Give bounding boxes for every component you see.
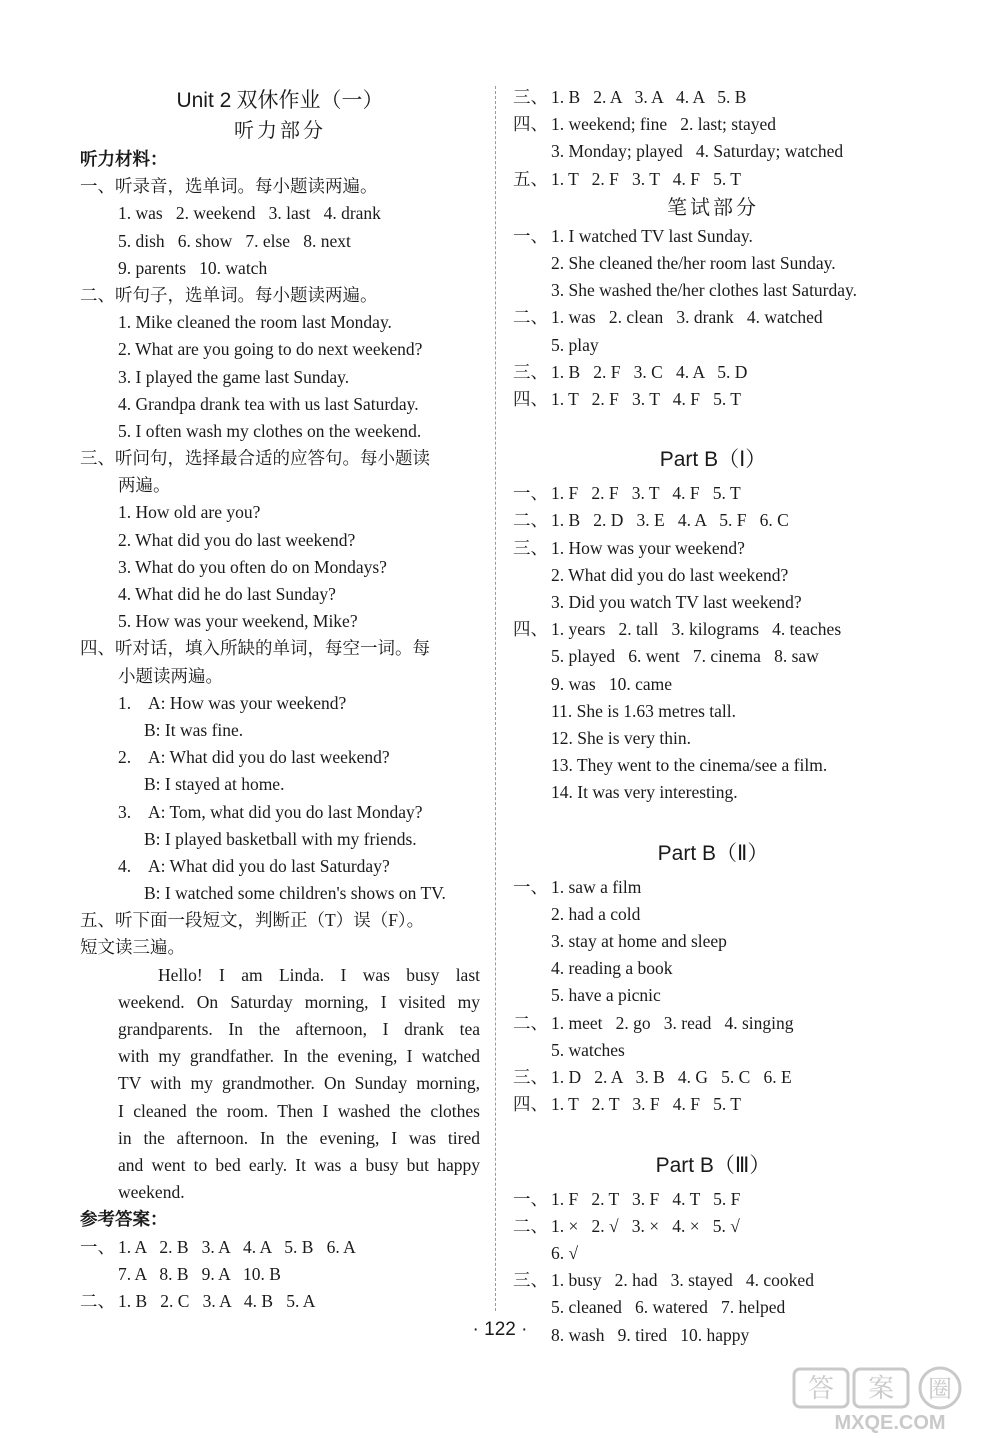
passage-line: with my grandfather. In the evening, I watched bbox=[118, 1046, 480, 1067]
answer-section-number: 四、 bbox=[513, 619, 548, 640]
svg-text:圈: 圈 bbox=[928, 1375, 952, 1403]
title-unit: Unit 2 bbox=[176, 89, 232, 112]
page-title bbox=[80, 84, 480, 116]
answer-row bbox=[513, 480, 913, 507]
answer-row bbox=[80, 1288, 480, 1315]
answer-text: 13. They went to the cinema/see a film. bbox=[551, 755, 828, 776]
answer-row bbox=[513, 507, 913, 534]
answer-text: 5. cleaned 6. watered 7. helped bbox=[551, 1297, 786, 1318]
answer-text: 12. She is very thin. bbox=[551, 727, 691, 748]
section-5-heading: 五、听下面一段短文，判断正（T）误（F）。 bbox=[80, 910, 425, 931]
item-number: 3. bbox=[118, 801, 132, 822]
list-item: 1. Mike cleaned the room last Monday. bbox=[118, 312, 392, 333]
answer-text: 8. wash 9. tired 10. happy bbox=[551, 1324, 750, 1345]
answer-text: 1. B 2. F 3. C 4. A 5. D bbox=[551, 361, 748, 382]
answer-row bbox=[513, 1294, 913, 1321]
list-item: 2. What did you do last weekend? bbox=[118, 529, 356, 550]
list-item: 5. dish 6. show 7. else 8. next bbox=[118, 230, 351, 251]
dialogue-a: A: What did you do last weekend? bbox=[148, 747, 390, 768]
passage-line: grandparents. In the afternoon, I drank tea bbox=[118, 1019, 480, 1039]
answer-text: 1. How was your weekend? bbox=[551, 537, 745, 558]
answer-row bbox=[80, 1234, 480, 1261]
answer-section-number: 二、 bbox=[513, 307, 548, 328]
passage-line: weekend. On Saturday morning, I visited my bbox=[118, 991, 480, 1012]
answer-row bbox=[513, 1213, 913, 1240]
answer-section-number: 三、 bbox=[513, 361, 548, 382]
answer-text: 2. She cleaned the/her room last Sunday. bbox=[551, 252, 836, 273]
answer-section-number: 一、 bbox=[513, 225, 548, 246]
dialogue-a: A: How was your weekend? bbox=[148, 692, 347, 713]
answer-text: 1. meet 2. go 3. read 4. singing bbox=[551, 1012, 794, 1033]
svg-text:案: 案 bbox=[867, 1374, 895, 1404]
dialogue-line bbox=[80, 690, 480, 717]
answer-section-number: 二、 bbox=[80, 1290, 115, 1311]
answer-section-number: 三、 bbox=[513, 1067, 548, 1087]
answer-row bbox=[513, 698, 913, 725]
answer-row bbox=[513, 223, 913, 250]
section-2-heading: 二、听句子，选单词。每小题读两遍。 bbox=[80, 284, 378, 305]
answer-row bbox=[513, 752, 913, 779]
answer-section-number: 一、 bbox=[80, 1236, 115, 1257]
answer-row bbox=[513, 1064, 913, 1091]
answer-section-number: 一、 bbox=[513, 876, 548, 897]
dialogue-line bbox=[80, 744, 480, 771]
answer-text: 1. T 2. F 3. T 4. F 5. T bbox=[551, 388, 741, 409]
written-section-title: 笔试部分 bbox=[667, 196, 759, 219]
answer-text: 5. played 6. went 7. cinema 8. saw bbox=[551, 646, 819, 667]
section-3-heading: 三、听问句，选择最合适的应答句。每小题读 bbox=[80, 448, 430, 469]
answer-text: 7. A 8. B 9. A 10. B bbox=[118, 1263, 281, 1284]
answer-section-number: 五、 bbox=[513, 168, 548, 189]
passage-line: TV with my grandmother. On Sunday morning, bbox=[118, 1073, 480, 1094]
section-4-heading: 四、听对话，填入所缺的单词，每空一词。每 bbox=[80, 638, 430, 659]
materials-label: 听力材料： bbox=[80, 149, 168, 169]
dialogue-line bbox=[80, 799, 480, 826]
column-divider bbox=[495, 86, 496, 1311]
answer-section-number: 四、 bbox=[513, 388, 548, 409]
list-item: 9. parents 10. watch bbox=[118, 257, 268, 278]
answer-text: 1. B 2. C 3. A 4. B 5. A bbox=[118, 1290, 316, 1311]
answer-row bbox=[513, 111, 913, 138]
svg-text:答: 答 bbox=[807, 1374, 835, 1404]
answer-row bbox=[513, 725, 913, 752]
item-number: 2. bbox=[118, 747, 132, 768]
answer-text: 5. have a picnic bbox=[551, 985, 661, 1006]
answer-row bbox=[513, 874, 913, 901]
part-b1-title: Part B（Ⅰ） bbox=[659, 448, 767, 472]
answer-row bbox=[513, 1091, 913, 1118]
answer-row bbox=[513, 643, 913, 670]
svg-text:MXQE.COM: MXQE.COM bbox=[834, 1412, 946, 1434]
answer-text: 1. T 2. T 3. F 4. F 5. T bbox=[551, 1094, 741, 1115]
answer-text: 11. She is 1.63 metres tall. bbox=[551, 700, 737, 721]
passage-line: weekend. bbox=[118, 1182, 185, 1203]
answer-row bbox=[513, 982, 913, 1009]
answer-section-number: 一、 bbox=[513, 1188, 548, 1209]
item-number: 1. bbox=[118, 692, 132, 713]
answer-row bbox=[513, 138, 913, 165]
section-1-heading: 一、听录音，选单词。每小题读两遍。 bbox=[80, 176, 378, 197]
answer-row bbox=[513, 304, 913, 331]
list-item: 5. How was your weekend, Mike? bbox=[118, 611, 358, 632]
passage-line: in the afternoon. In the evening, I was tired bbox=[118, 1127, 480, 1148]
list-item: 3. What do you often do on Mondays? bbox=[118, 556, 387, 577]
answer-row bbox=[513, 1186, 913, 1213]
answer-section-number: 二、 bbox=[513, 1012, 548, 1033]
answer-row bbox=[513, 535, 913, 562]
answer-text: 1. I watched TV last Sunday. bbox=[551, 225, 753, 246]
answer-text: 1. B 2. D 3. E 4. A 5. F 6. C bbox=[551, 510, 789, 531]
answer-text: 1. B 2. A 3. A 4. A 5. B bbox=[551, 87, 747, 107]
list-item: 4. What did he do last Sunday? bbox=[118, 584, 336, 604]
answer-text: 3. Monday; played 4. Saturday; watched bbox=[551, 141, 844, 162]
answer-text: 1. A 2. B 3. A 4. A 5. B 6. A bbox=[118, 1236, 356, 1257]
answer-row bbox=[513, 671, 913, 698]
dialogue-line bbox=[80, 853, 480, 880]
answer-section-number: 三、 bbox=[513, 537, 548, 558]
answer-text: 1. was 2. clean 3. drank 4. watched bbox=[551, 307, 823, 328]
answer-row bbox=[513, 901, 913, 928]
list-item: 3. I played the game last Sunday. bbox=[118, 366, 350, 387]
answer-row bbox=[513, 562, 913, 589]
passage-line: and went to bed early. It was a busy but happy bbox=[118, 1154, 480, 1175]
answer-text: 1. F 2. F 3. T 4. F 5. T bbox=[551, 483, 741, 504]
answer-text: 2. had a cold bbox=[551, 903, 641, 924]
answer-row bbox=[513, 359, 913, 386]
answer-text: 1. F 2. T 3. F 4. T 5. F bbox=[551, 1188, 741, 1209]
title-cn: 双休作业（一） bbox=[236, 88, 384, 112]
answer-section-number: 三、 bbox=[513, 87, 548, 107]
answer-text: 3. She washed the/her clothes last Saturday. bbox=[551, 280, 858, 301]
page-number: · 122 · bbox=[472, 1319, 528, 1340]
answer-text: 1. years 2. tall 3. kilograms 4. teaches bbox=[551, 619, 842, 640]
passage-line: I cleaned the room. Then I washed the clothes bbox=[118, 1100, 480, 1121]
answer-section-number: 四、 bbox=[513, 114, 548, 135]
dialogue-line: B: I played basketball with my friends. bbox=[144, 828, 417, 849]
answer-row bbox=[513, 928, 913, 955]
answer-row bbox=[513, 277, 913, 304]
answer-text: 3. stay at home and sleep bbox=[551, 931, 727, 952]
answer-row bbox=[513, 84, 913, 111]
answer-section-number: 四、 bbox=[513, 1094, 548, 1115]
answer-text: 1. weekend; fine 2. last; stayed bbox=[551, 114, 777, 135]
answer-text: 5. watches bbox=[551, 1039, 625, 1060]
list-item: 1. was 2. weekend 3. last 4. drank bbox=[118, 203, 381, 224]
list-item: 5. I often wash my clothes on the weekend. bbox=[118, 420, 422, 441]
answer-row bbox=[513, 166, 913, 193]
dialogue-a: A: What did you do last Saturday? bbox=[148, 855, 390, 876]
answer-text: 1. D 2. A 3. B 4. G 5. C 6. E bbox=[551, 1067, 792, 1087]
section-5-heading-cont: 短文读三遍。 bbox=[80, 937, 185, 958]
dialogue-a: A: Tom, what did you do last Monday? bbox=[148, 801, 423, 822]
watermark-logo bbox=[790, 1365, 990, 1435]
dialogue-line: B: I stayed at home. bbox=[144, 774, 285, 795]
list-item: 4. Grandpa drank tea with us last Saturday. bbox=[118, 393, 419, 414]
answer-section-number: 二、 bbox=[513, 1215, 548, 1236]
answer-row bbox=[513, 616, 913, 643]
section-3-heading-cont: 两遍。 bbox=[118, 475, 171, 496]
answers-label: 参考答案： bbox=[80, 1209, 168, 1230]
listening-section-title: 听力部分 bbox=[234, 120, 326, 142]
answer-row bbox=[513, 1037, 913, 1064]
answer-section-number: 二、 bbox=[513, 510, 548, 531]
answer-row bbox=[513, 386, 913, 413]
answer-text: 4. reading a book bbox=[551, 958, 673, 979]
list-item: 1. How old are you? bbox=[118, 502, 261, 523]
answer-row bbox=[513, 1010, 913, 1037]
item-number: 4. bbox=[118, 855, 132, 876]
answer-section-number: 三、 bbox=[513, 1270, 548, 1291]
answer-row bbox=[80, 1261, 480, 1288]
answer-row bbox=[513, 589, 913, 616]
right-column bbox=[513, 84, 913, 1349]
answer-row bbox=[513, 332, 913, 359]
passage-line: Hello! I am Linda. I was busy last bbox=[158, 964, 480, 985]
answer-text: 1. × 2. √ 3. × 4. × 5. √ bbox=[551, 1215, 740, 1236]
answer-row bbox=[513, 955, 913, 982]
answer-text: 5. play bbox=[551, 334, 599, 355]
answer-row bbox=[513, 1267, 913, 1294]
answer-text: 14. It was very interesting. bbox=[551, 782, 738, 803]
answer-text: 1. saw a film bbox=[551, 876, 642, 897]
answer-text: 1. T 2. F 3. T 4. F 5. T bbox=[551, 168, 741, 189]
answer-row bbox=[513, 779, 913, 806]
answer-text: 2. What did you do last weekend? bbox=[551, 564, 789, 585]
answer-text: 1. busy 2. had 3. stayed 4. cooked bbox=[551, 1270, 814, 1291]
dialogue-line: B: I watched some children's shows on TV. bbox=[144, 883, 446, 904]
answer-row bbox=[513, 250, 913, 277]
section-4-heading-cont: 小题读两遍。 bbox=[118, 665, 223, 686]
answer-text: 9. was 10. came bbox=[551, 673, 673, 694]
part-b2-title: Part B（Ⅱ） bbox=[657, 841, 769, 865]
answer-text: 3. Did you watch TV last weekend? bbox=[551, 592, 802, 612]
part-b3-title: Part B（Ⅲ） bbox=[655, 1153, 771, 1177]
list-item: 2. What are you going to do next weekend? bbox=[118, 339, 423, 360]
answer-section-number: 一、 bbox=[513, 483, 548, 504]
dialogue-line: B: It was fine. bbox=[144, 719, 244, 740]
left-column bbox=[80, 84, 480, 1315]
answer-text: 6. √ bbox=[551, 1242, 579, 1263]
answer-row bbox=[513, 1240, 913, 1267]
